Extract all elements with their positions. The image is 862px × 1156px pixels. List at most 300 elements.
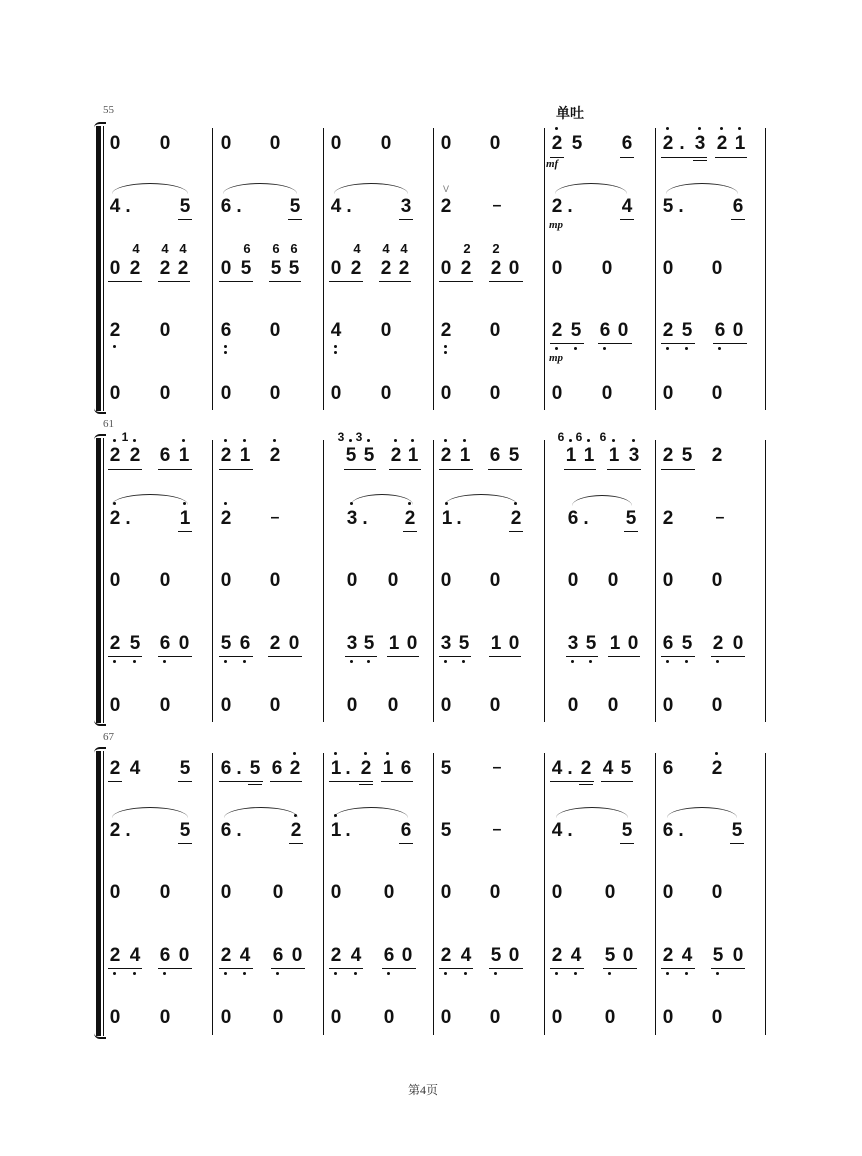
note: 1: [582, 446, 596, 466]
note: 6: [271, 758, 283, 779]
underline: [711, 968, 745, 969]
underline: [661, 968, 695, 969]
underline: [603, 968, 637, 969]
note: 0: [159, 882, 171, 903]
note: 5: [128, 634, 142, 654]
dynamic-mf: mf: [546, 158, 559, 170]
note: 0: [346, 695, 358, 716]
underline: [270, 781, 302, 782]
note: 0: [159, 320, 171, 341]
underline: [158, 656, 192, 657]
note: 1: [388, 633, 400, 654]
note: 2: [269, 633, 281, 654]
note: 2: [177, 258, 189, 279]
slur: [351, 494, 413, 505]
note: 6: [220, 820, 232, 841]
note: 5: [270, 258, 282, 279]
underline: [579, 784, 593, 785]
note: 0: [159, 570, 171, 591]
underline: [248, 784, 262, 785]
note: 0: [662, 882, 674, 903]
note: 2: [661, 134, 675, 154]
note: 0: [220, 695, 232, 716]
note-dot: .: [125, 196, 131, 217]
note: 2: [661, 321, 675, 341]
note: 6: [220, 196, 232, 217]
note: 0: [288, 633, 300, 654]
note: 2: [661, 946, 675, 966]
note: 2: [159, 258, 171, 279]
underline: [158, 281, 190, 282]
note: 0: [440, 695, 452, 716]
note: 0: [489, 1007, 501, 1028]
note: 2: [128, 446, 142, 466]
underline: [389, 469, 421, 470]
barline: [655, 753, 656, 1035]
note: 1: [406, 446, 420, 466]
underline: [608, 656, 640, 657]
note: 5: [571, 133, 583, 154]
note: 5: [457, 634, 471, 654]
note: 2: [329, 946, 343, 966]
note: 0: [551, 1007, 563, 1028]
note: 0: [440, 1007, 452, 1028]
note: 4: [330, 196, 342, 217]
note: 0: [551, 258, 563, 279]
note: 5: [289, 196, 301, 217]
bracket-cap: [94, 747, 106, 753]
note: 0: [489, 882, 501, 903]
note: 5: [620, 758, 632, 779]
note: 2: [715, 134, 729, 154]
note-dot: .: [456, 508, 462, 529]
underline: [564, 469, 596, 470]
note: 2: [129, 258, 141, 279]
bracket-cap: [94, 408, 106, 414]
note: 0: [662, 1007, 674, 1028]
grace-note: 6: [290, 241, 298, 256]
note: 0: [607, 695, 619, 716]
grace-note: 6: [272, 241, 280, 256]
grace-note: 6: [599, 430, 607, 444]
underline: [693, 160, 707, 161]
note: 0: [330, 133, 342, 154]
note: 2: [711, 445, 723, 466]
note: 2: [389, 446, 403, 466]
note: 0: [604, 882, 616, 903]
underline: [219, 656, 253, 657]
grace-note: 2: [463, 241, 471, 256]
note: 6: [661, 634, 675, 654]
note: 3: [345, 509, 359, 529]
note: 0: [380, 320, 392, 341]
note: 5: [288, 258, 300, 279]
note: 0: [159, 1007, 171, 1028]
note: 5: [489, 946, 503, 966]
note-dot: .: [679, 133, 685, 154]
underline: [488, 469, 522, 470]
note: 5: [584, 634, 598, 654]
measure-number: 67: [103, 731, 114, 743]
grace-note: 4: [382, 241, 390, 256]
grace-note: 4: [132, 241, 140, 256]
note: 0: [551, 882, 563, 903]
note: 5: [362, 446, 376, 466]
grace-note: 4: [179, 241, 187, 256]
note: 0: [109, 695, 121, 716]
slur: [112, 183, 188, 194]
underline: [359, 784, 373, 785]
note: 2: [490, 258, 502, 279]
slur: [667, 807, 737, 818]
note: 2: [359, 759, 373, 779]
underline: [711, 656, 745, 657]
note: 2: [108, 946, 122, 966]
dynamic-mp: mp: [549, 219, 564, 231]
barline: [433, 753, 434, 1035]
note: 4: [569, 946, 583, 966]
note: 6: [732, 196, 744, 217]
note: 0: [159, 695, 171, 716]
underline: [219, 281, 253, 282]
note: 0: [330, 882, 342, 903]
underline: [439, 469, 473, 470]
system-bracket-line: [103, 438, 104, 723]
note: 6: [400, 758, 412, 779]
note: 4: [602, 758, 614, 779]
note: 0: [330, 258, 342, 279]
underline: [399, 843, 413, 844]
note: 0: [601, 383, 613, 404]
note: 1: [733, 134, 747, 154]
underline: [219, 781, 263, 782]
note: 0: [662, 570, 674, 591]
note: 0: [272, 882, 284, 903]
note: 0: [330, 1007, 342, 1028]
note: 6: [220, 758, 232, 779]
note: 4: [238, 946, 252, 966]
note: 0: [711, 570, 723, 591]
note: 0: [346, 570, 358, 591]
underline: [219, 469, 253, 470]
note: 6: [489, 445, 501, 466]
underline: [382, 968, 416, 969]
note: 5: [569, 321, 583, 341]
note: 4: [129, 758, 141, 779]
note: 6: [713, 321, 727, 341]
barline: [765, 440, 766, 722]
note: 2: [108, 446, 122, 466]
underline: [566, 656, 598, 657]
underline: [731, 219, 745, 220]
grace-note: 4: [353, 241, 361, 256]
note-dot: .: [362, 508, 368, 529]
note: 0: [440, 882, 452, 903]
bracket-cap: [94, 122, 106, 128]
note: 2: [398, 258, 410, 279]
underline: [624, 531, 638, 532]
note: 6: [662, 758, 674, 779]
note: 0: [159, 133, 171, 154]
note: 0: [489, 320, 501, 341]
bracket-cap: [94, 1033, 106, 1039]
note: 0: [440, 133, 452, 154]
note: 0: [159, 383, 171, 404]
note: 6: [219, 321, 233, 341]
barline: [655, 128, 656, 410]
note: 6: [621, 133, 633, 154]
note-dot: .: [345, 820, 351, 841]
note: 0: [732, 320, 744, 341]
note: 5: [621, 820, 633, 841]
note: 6: [158, 946, 172, 966]
note: 0: [220, 882, 232, 903]
slur: [445, 494, 517, 505]
note-dot: .: [678, 820, 684, 841]
note: 1: [564, 446, 578, 466]
underline: [713, 343, 747, 344]
note: 0: [269, 695, 281, 716]
note: 4: [329, 321, 343, 341]
note: 6: [158, 634, 172, 654]
slur: [112, 494, 188, 505]
underline: [344, 469, 376, 470]
breath-mark: V: [443, 184, 450, 194]
barline: [433, 440, 434, 722]
dash: –: [492, 759, 502, 776]
note-dot: .: [678, 196, 684, 217]
system-bracket-line: [103, 126, 104, 411]
dash: –: [492, 197, 502, 214]
note: 4: [621, 196, 633, 217]
note: 4: [349, 946, 363, 966]
measure-number: 55: [103, 104, 114, 116]
note: 5: [362, 634, 376, 654]
note-dot: .: [567, 758, 573, 779]
note: 5: [440, 820, 452, 841]
note: 0: [269, 570, 281, 591]
note: 2: [440, 196, 452, 217]
grace-note: 4: [400, 241, 408, 256]
underline: [108, 656, 142, 657]
note: 0: [269, 320, 281, 341]
system-bracket: [96, 751, 101, 1036]
underline: [329, 281, 363, 282]
system-bracket: [96, 126, 101, 411]
note: 2: [403, 509, 417, 529]
underline: [268, 656, 302, 657]
note: 4: [551, 820, 563, 841]
note: 5: [344, 446, 358, 466]
underline: [178, 531, 192, 532]
underline: [288, 219, 302, 220]
note: 5: [179, 758, 191, 779]
note: 2: [219, 946, 233, 966]
note: 0: [440, 570, 452, 591]
note: 0: [220, 258, 232, 279]
underline: [598, 343, 632, 344]
note: 0: [220, 383, 232, 404]
note: 0: [662, 695, 674, 716]
note: 1: [329, 759, 343, 779]
note: 0: [508, 945, 520, 966]
system-bracket-line: [103, 751, 104, 1036]
note: 0: [607, 570, 619, 591]
barline: [323, 753, 324, 1035]
note: 0: [622, 945, 634, 966]
underline: [601, 781, 633, 782]
dynamic-mp: mp: [549, 352, 564, 364]
note: 0: [440, 258, 452, 279]
note: 5: [680, 634, 694, 654]
note: 0: [567, 695, 579, 716]
note: 0: [551, 383, 563, 404]
note: 2: [109, 820, 121, 841]
slur: [556, 807, 628, 818]
note: 0: [220, 570, 232, 591]
page-number: 第4页: [408, 1083, 439, 1097]
underline: [158, 968, 192, 969]
note: 5: [731, 820, 743, 841]
dash: –: [715, 509, 725, 526]
note: 5: [440, 758, 452, 779]
underline: [178, 219, 192, 220]
note: 5: [603, 946, 617, 966]
note: 2: [380, 258, 392, 279]
note: 0: [380, 383, 392, 404]
note: 5: [179, 820, 191, 841]
note-dot: .: [346, 196, 352, 217]
note: 0: [440, 383, 452, 404]
grace-note: 1: [121, 430, 129, 444]
underline: [108, 968, 142, 969]
underline: [345, 656, 377, 657]
note: 4: [109, 196, 121, 217]
note: 0: [662, 383, 674, 404]
underline: [403, 531, 417, 532]
bracket-cap: [94, 720, 106, 726]
note: 2: [550, 946, 564, 966]
underline: [661, 157, 707, 158]
barline: [655, 440, 656, 722]
note: 2: [439, 321, 453, 341]
underline: [550, 968, 584, 969]
slur: [224, 807, 298, 818]
system-bracket: [96, 438, 101, 723]
note: 5: [249, 758, 261, 779]
underline: [620, 219, 634, 220]
underline: [661, 656, 695, 657]
slur: [666, 183, 738, 194]
underline: [271, 968, 305, 969]
note: 0: [178, 633, 190, 654]
note: 0: [617, 320, 629, 341]
page-annotation: 单吐: [556, 105, 584, 121]
bracket-cap: [94, 434, 106, 440]
note: 3: [400, 196, 412, 217]
barline: [765, 128, 766, 410]
note: 1: [329, 821, 343, 841]
underline: [550, 781, 594, 782]
underline: [620, 843, 634, 844]
slur: [223, 183, 297, 194]
note: 2: [108, 321, 122, 341]
barline: [212, 440, 213, 722]
note: 6: [238, 634, 252, 654]
note: 5: [680, 321, 694, 341]
grace-note: 6: [243, 241, 251, 256]
note: 3: [693, 134, 707, 154]
note-dot: .: [236, 196, 242, 217]
note: 6: [271, 946, 285, 966]
barline: [765, 753, 766, 1035]
underline: [607, 469, 641, 470]
note: 0: [406, 633, 418, 654]
note: 4: [680, 946, 694, 966]
underline: [399, 219, 413, 220]
note: 4: [551, 758, 563, 779]
note: 6: [159, 445, 171, 466]
note: 1: [490, 633, 502, 654]
note: 0: [220, 1007, 232, 1028]
note: 3: [345, 634, 359, 654]
note: 4: [128, 946, 142, 966]
underline: [489, 281, 523, 282]
note: 1: [607, 446, 621, 466]
note: 2: [108, 634, 122, 654]
grace-note: 4: [161, 241, 169, 256]
note: 0: [401, 945, 413, 966]
underline: [439, 968, 473, 969]
underline: [489, 968, 523, 969]
note: 0: [711, 383, 723, 404]
underline: [178, 843, 192, 844]
note: 0: [109, 258, 121, 279]
note: 2: [219, 446, 233, 466]
note: 1: [609, 633, 621, 654]
note: 6: [400, 820, 412, 841]
note-dot: .: [583, 508, 589, 529]
note: 0: [732, 633, 744, 654]
note: 0: [489, 570, 501, 591]
barline: [212, 753, 213, 1035]
note-dot: .: [345, 758, 351, 779]
underline: [108, 469, 142, 470]
note: 5: [711, 946, 725, 966]
barline: [544, 128, 545, 410]
note: 0: [508, 258, 520, 279]
note: 2: [439, 446, 453, 466]
note: 0: [662, 258, 674, 279]
grace-note: 6: [575, 430, 583, 444]
note: 0: [489, 133, 501, 154]
note: 5: [681, 445, 693, 466]
barline: [212, 128, 213, 410]
note: 0: [291, 945, 303, 966]
grace-note: 3: [355, 430, 363, 444]
underline: [379, 281, 411, 282]
note: 2: [108, 509, 122, 529]
underline: [439, 281, 473, 282]
note: 4: [459, 946, 473, 966]
note: 6: [382, 946, 396, 966]
note: 0: [220, 133, 232, 154]
barline: [323, 440, 324, 722]
note-dot: .: [125, 820, 131, 841]
note: 3: [439, 634, 453, 654]
note: 5: [240, 258, 252, 279]
note: 0: [387, 570, 399, 591]
